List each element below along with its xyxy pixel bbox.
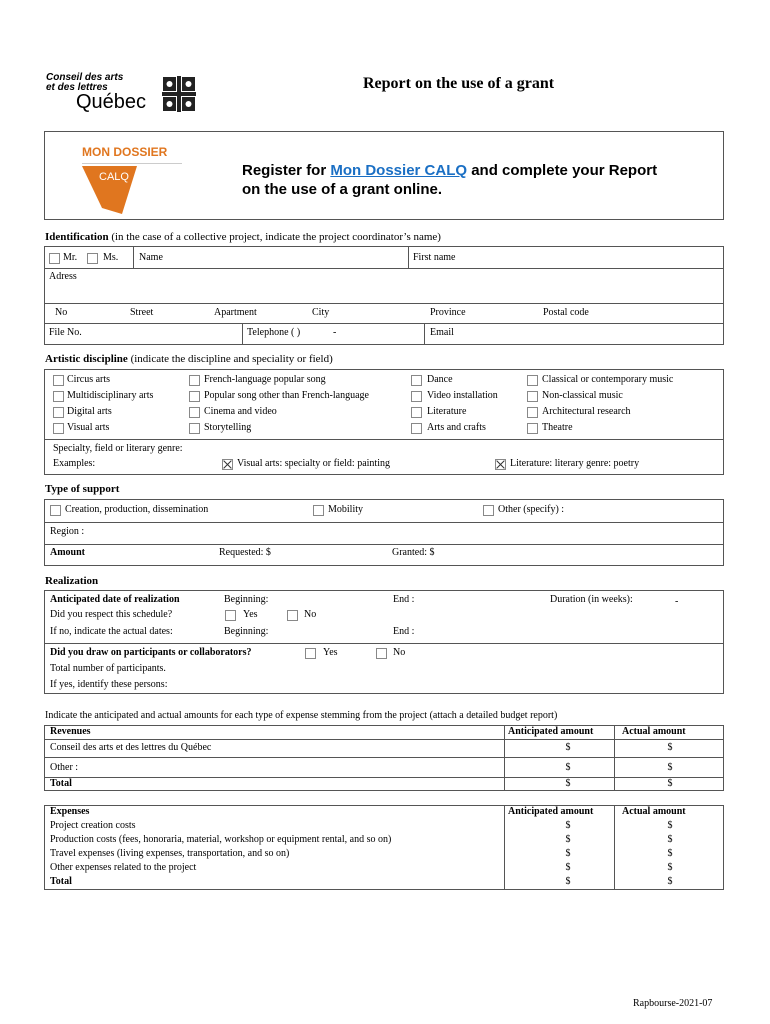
actual-header-2: Actual amount: [622, 806, 686, 817]
amount-input[interactable]: $: [667, 742, 673, 753]
mobility-label: Mobility: [328, 504, 364, 515]
ms-checkbox[interactable]: [87, 253, 98, 264]
other-revenue-field[interactable]: Other :: [50, 762, 79, 773]
amount-input[interactable]: $: [565, 834, 571, 845]
expense-total-label: Total: [50, 876, 72, 887]
name-field[interactable]: Name: [139, 252, 163, 263]
respect-schedule-label: Did you respect this schedule?: [50, 609, 173, 620]
schedule-no-checkbox[interactable]: [287, 610, 298, 621]
participants-no-label: No: [393, 647, 406, 658]
discipline-label: Arts and crafts: [427, 422, 486, 433]
telephone-field[interactable]: Telephone ( ): [247, 327, 301, 338]
example1-label: Visual arts: specialty or field: painting: [237, 458, 390, 469]
discipline-label: Cinema and video: [204, 406, 277, 417]
budget-intro: Indicate the anticipated and actual amounts for each type of expense stemming from the project (attach a detailed budget report): [45, 710, 558, 721]
mon-dossier-link[interactable]: Mon Dossier CALQ: [330, 162, 468, 179]
discipline-label: Video installation: [427, 390, 498, 401]
discipline-label: Non-classical music: [542, 390, 623, 401]
street-label: Street: [130, 307, 154, 318]
discipline-label: Digital arts: [67, 406, 112, 417]
theatre-checkbox[interactable]: [527, 423, 538, 434]
expenses-header: Expenses: [50, 806, 90, 817]
revenue-total-label: Total: [50, 778, 72, 789]
amount-input[interactable]: $: [565, 862, 571, 873]
logo-line3: Québec: [76, 91, 147, 113]
digital-arts-checkbox[interactable]: [53, 407, 64, 418]
revenues-header: Revenues: [50, 726, 91, 737]
first-name-field[interactable]: First name: [413, 252, 456, 263]
identify-persons-field[interactable]: If yes, identify these persons:: [50, 679, 168, 690]
amount-input[interactable]: $: [667, 876, 673, 887]
schedule-yes-label: Yes: [243, 609, 258, 620]
actual-end-field[interactable]: End :: [393, 626, 415, 637]
email-field[interactable]: Email: [430, 327, 454, 338]
example-checked-box: [495, 459, 506, 470]
amount-input[interactable]: $: [667, 834, 673, 845]
example-checked-box: [222, 459, 233, 470]
multidisciplinary-arts-checkbox[interactable]: [53, 391, 64, 402]
architectural-research-checkbox[interactable]: [527, 407, 538, 418]
participants-label: Did you draw on participants or collaborators?: [50, 647, 252, 658]
banner-line2: on the use of a grant online.: [242, 181, 443, 198]
examples-label: Examples:: [53, 458, 96, 469]
amount-input[interactable]: $: [565, 762, 571, 773]
participants-no-checkbox[interactable]: [376, 648, 387, 659]
badge-top: MON DOSSIER: [82, 145, 168, 159]
classical-music-checkbox[interactable]: [527, 375, 538, 386]
form-code: Rapbourse-2021-07: [633, 998, 713, 1009]
badge-bottom: CALQ: [99, 171, 129, 183]
dance-checkbox[interactable]: [411, 375, 422, 386]
amount-label: Amount: [50, 547, 86, 558]
participants-yes-label: Yes: [323, 647, 338, 658]
artistic-note: (indicate the discipline and speciality or field): [130, 353, 333, 365]
non-classical-music-checkbox[interactable]: [527, 391, 538, 402]
discipline-label: Multidisciplinary arts: [67, 390, 154, 401]
schedule-no-label: No: [304, 609, 317, 620]
beginning-field[interactable]: Beginning:: [224, 594, 269, 605]
identification-note: (in the case of a collective project, indicate the project coordinator’s name): [111, 231, 441, 243]
other-support-field[interactable]: Other (specify) :: [498, 504, 565, 515]
ms-label: Ms.: [103, 252, 119, 263]
discipline-label: Classical or contemporary music: [542, 374, 674, 385]
fleur-de-lis-flag-icon: [162, 76, 196, 112]
artistic-heading: [45, 353, 333, 365]
city-label: City: [312, 307, 330, 318]
actual-beginning-field[interactable]: Beginning:: [224, 626, 269, 637]
cinema-video-checkbox[interactable]: [189, 407, 200, 418]
amount-input[interactable]: $: [565, 848, 571, 859]
discipline-label: French-language popular song: [204, 374, 326, 385]
postal-code-label: Postal code: [543, 307, 589, 318]
duration-field[interactable]: Duration (in weeks):: [550, 594, 633, 605]
discipline-label: Theatre: [542, 422, 573, 433]
amount-input[interactable]: $: [565, 820, 571, 831]
visual-arts-checkbox[interactable]: [53, 423, 64, 434]
expense-row-label: Travel expenses (living expenses, transportation, and so on): [50, 848, 290, 859]
amount-input[interactable]: $: [667, 862, 673, 873]
amount-input[interactable]: $: [667, 820, 673, 831]
actual-header: Actual amount: [622, 726, 686, 737]
arts-crafts-checkbox[interactable]: [411, 423, 422, 434]
support-heading: Type of support: [45, 483, 120, 495]
no-label: No: [55, 307, 68, 318]
video-installation-checkbox[interactable]: [411, 391, 422, 402]
other-support-checkbox[interactable]: [483, 505, 494, 516]
anticipated-header: Anticipated amount: [508, 726, 594, 737]
logo: [46, 72, 206, 117]
identification-title: Identification: [45, 231, 109, 243]
file-no-field[interactable]: File No.: [49, 327, 82, 338]
amount-input[interactable]: $: [667, 848, 673, 859]
duration-dash: -: [675, 596, 679, 607]
mon-dossier-banner: [44, 131, 724, 220]
discipline-label: Literature: [427, 406, 467, 417]
granted-field[interactable]: Granted: $: [392, 547, 435, 558]
apartment-label: Apartment: [214, 307, 257, 318]
anticipated-date-label: Anticipated date of realization: [50, 594, 180, 605]
discipline-label: Storytelling: [204, 422, 252, 433]
anticipated-header-2: Anticipated amount: [508, 806, 594, 817]
realization-heading: Realization: [45, 575, 99, 587]
page-title: Report on the use of a grant: [363, 75, 555, 92]
conseil-row-label: Conseil des arts et des lettres du Québec: [50, 742, 212, 753]
actual-dates-label: If no, indicate the actual dates:: [50, 626, 173, 637]
province-label: Province: [430, 307, 466, 318]
logo-line2: et des lettres: [46, 82, 108, 93]
amount-input[interactable]: $: [667, 762, 673, 773]
discipline-label: Popular song other than French-language: [204, 390, 369, 401]
discipline-label: Visual arts: [67, 422, 110, 433]
discipline-label: Dance: [427, 374, 453, 385]
total-participants-field[interactable]: Total number of participants.: [50, 663, 166, 674]
logo-line1: Conseil des arts: [46, 72, 124, 83]
amount-input[interactable]: $: [565, 876, 571, 887]
discipline-label: Circus arts: [67, 374, 111, 385]
creation-label: Creation, production, dissemination: [65, 504, 209, 515]
expense-row-label: Project creation costs: [50, 820, 136, 831]
literature-checkbox[interactable]: [411, 407, 422, 418]
mr-checkbox[interactable]: [49, 253, 60, 264]
address-field[interactable]: Adress: [49, 271, 77, 282]
region-field[interactable]: Region :: [50, 526, 85, 537]
other-popular-song-checkbox[interactable]: [189, 391, 200, 402]
discipline-label: Architectural research: [542, 406, 631, 417]
banner-text-before: Register for: [242, 162, 331, 179]
expense-row-label: Other expenses related to the project: [50, 862, 197, 873]
expense-row-label: Production costs (fees, honoraria, material, workshop or equipment rental, and so on): [50, 834, 392, 845]
creation-checkbox[interactable]: [50, 505, 61, 516]
amount-input[interactable]: $: [565, 778, 571, 789]
specialty-field[interactable]: Specialty, field or literary genre:: [53, 443, 183, 454]
storytelling-checkbox[interactable]: [189, 423, 200, 434]
requested-field[interactable]: Requested: $: [219, 547, 271, 558]
amount-input[interactable]: $: [565, 742, 571, 753]
schedule-yes-checkbox[interactable]: [225, 610, 236, 621]
amount-input[interactable]: $: [667, 778, 673, 789]
participants-yes-checkbox[interactable]: [305, 648, 316, 659]
circus-arts-checkbox[interactable]: [53, 375, 64, 386]
french-popular-song-checkbox[interactable]: [189, 375, 200, 386]
banner-text-after: and complete your Report: [467, 162, 658, 179]
identification-heading: [45, 231, 441, 243]
end-field[interactable]: End :: [393, 594, 415, 605]
mobility-checkbox[interactable]: [313, 505, 324, 516]
artistic-title: Artistic discipline: [45, 353, 128, 365]
banner-line1: [242, 162, 657, 179]
example2-label: Literature: literary genre: poetry: [510, 458, 640, 469]
telephone-dash: -: [333, 327, 337, 338]
mr-label: Mr.: [63, 252, 78, 263]
